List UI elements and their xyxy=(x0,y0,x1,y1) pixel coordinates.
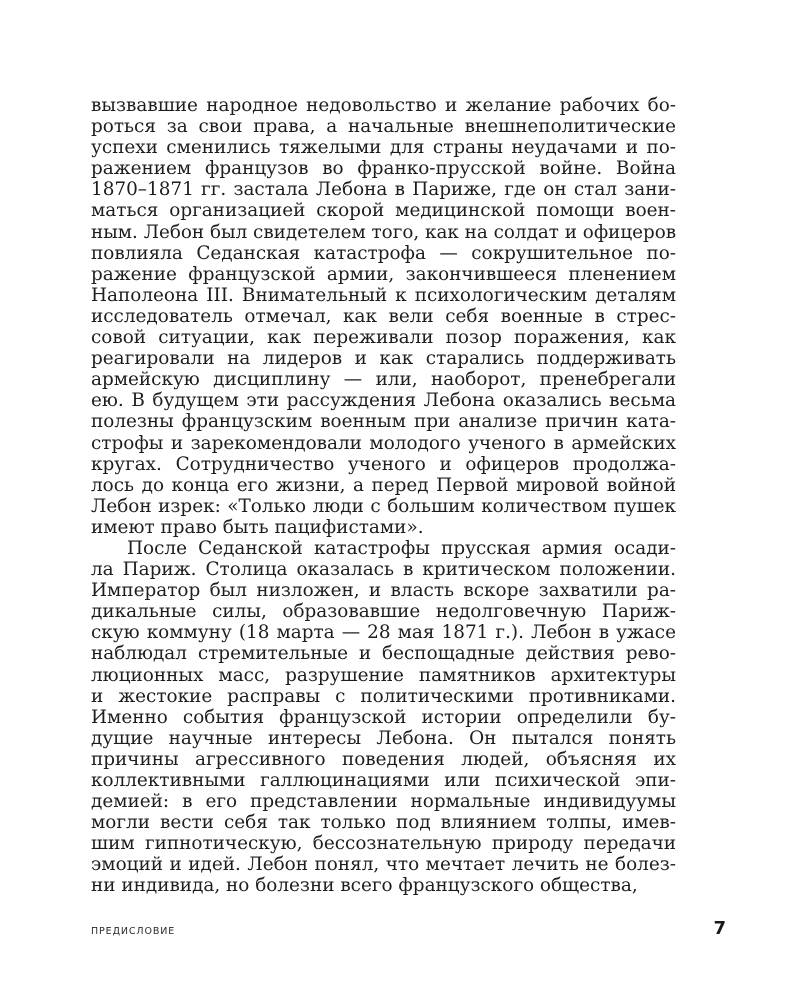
text-line: Император был низложен, и власть вскоре захватили ра- xyxy=(91,580,676,602)
text-line: После Седанской катастрофы прусская армия осади- xyxy=(127,537,676,559)
text-line: эмоций и идей. Лебон понял, что мечтает лечить не болез- xyxy=(91,854,676,876)
body-text xyxy=(91,95,676,897)
text-line: 1870–1871 гг. застала Лебона в Париже, где он стал зани- xyxy=(91,179,676,201)
text-line: армейскую дисциплину — или, наоборот, пренебрегали xyxy=(91,369,676,391)
text-line: ражением французов во франко-прусской войне. Война xyxy=(91,158,676,180)
text-line: исследователь отмечал, как вели себя военные в стрес- xyxy=(91,305,676,327)
text-line: повлияла Седанская катастрофа — сокрушительное по- xyxy=(91,242,676,264)
text-line: люционных масс, разрушение памятников архитектуры xyxy=(91,664,676,686)
text-line: причины агрессивного поведения людей, объясняя их xyxy=(91,748,676,770)
text-line: могли вести себя так только под влиянием толпы, имев- xyxy=(91,812,676,834)
text-line: Наполеона III. Внимательный к психологическим деталям xyxy=(91,284,676,306)
text-line: Именно события французской истории определили бу- xyxy=(91,706,676,728)
text-line: Лебон изрек: «Только люди с большим количеством пушек xyxy=(91,495,676,517)
text-line: ражение французской армии, закончившееся пленением xyxy=(91,263,676,285)
text-line: ею. В будущем эти рассуждения Лебона оказались весьма xyxy=(91,390,676,412)
text-line: полезны французским военным при анализе причин ката- xyxy=(91,411,676,433)
text-line: реагировали на лидеров и как старались поддерживать xyxy=(91,348,676,370)
paragraph xyxy=(91,95,676,538)
text-line: ни индивида, но болезни всего французского общества, xyxy=(91,875,638,897)
paragraph xyxy=(91,538,676,897)
text-line: роться за свои права, а начальные внешнеполитические xyxy=(91,116,676,138)
text-line: наблюдал стремительные и беспощадные действия рево- xyxy=(91,643,676,665)
text-line: строфы и зарекомендовали молодого ученого в армейских xyxy=(91,432,676,454)
text-line: демией: в его представлении нормальные индивидуумы xyxy=(91,791,676,813)
text-line: имеют право быть пацифистами». xyxy=(91,516,424,538)
text-line: ным. Лебон был свидетелем того, как на солдат и офицеров xyxy=(91,221,677,243)
text-line: дущие научные интересы Лебона. Он пытался понять xyxy=(91,727,676,749)
text-line: дикальные силы, образовавшие недолговечную Париж- xyxy=(91,601,676,623)
text-line: лось до конца его жизни, а перед Первой мировой войной xyxy=(91,474,676,496)
text-line: совой ситуации, как переживали позор поражения, как xyxy=(91,327,676,349)
text-line: скую коммуну (18 марта — 28 мая 1871 г.). Лебон в ужасе xyxy=(91,622,676,644)
text-line: шим гипнотическую, бессознательную природу передачи xyxy=(91,833,676,855)
running-footer-section: ПРЕДИСЛОВИЕ xyxy=(91,926,176,937)
text-line: успехи сменились тяжелыми для страны неудачами и по- xyxy=(91,137,676,159)
page-number: 7 xyxy=(713,918,726,939)
text-line: коллективными галлюцинациями или психической эпи- xyxy=(91,770,676,791)
text-line: кругах. Сотрудничество ученого и офицеров продолжа- xyxy=(91,453,676,475)
text-line: вызвавшие народное недовольство и желание рабочих бо- xyxy=(91,95,676,116)
text-line: маться организацией скорой медицинской помощи воен- xyxy=(91,200,676,222)
text-line: ла Париж. Столица оказалась в критическом положении. xyxy=(91,559,676,581)
text-line: и жестокие расправы с политическими противниками. xyxy=(91,685,676,707)
